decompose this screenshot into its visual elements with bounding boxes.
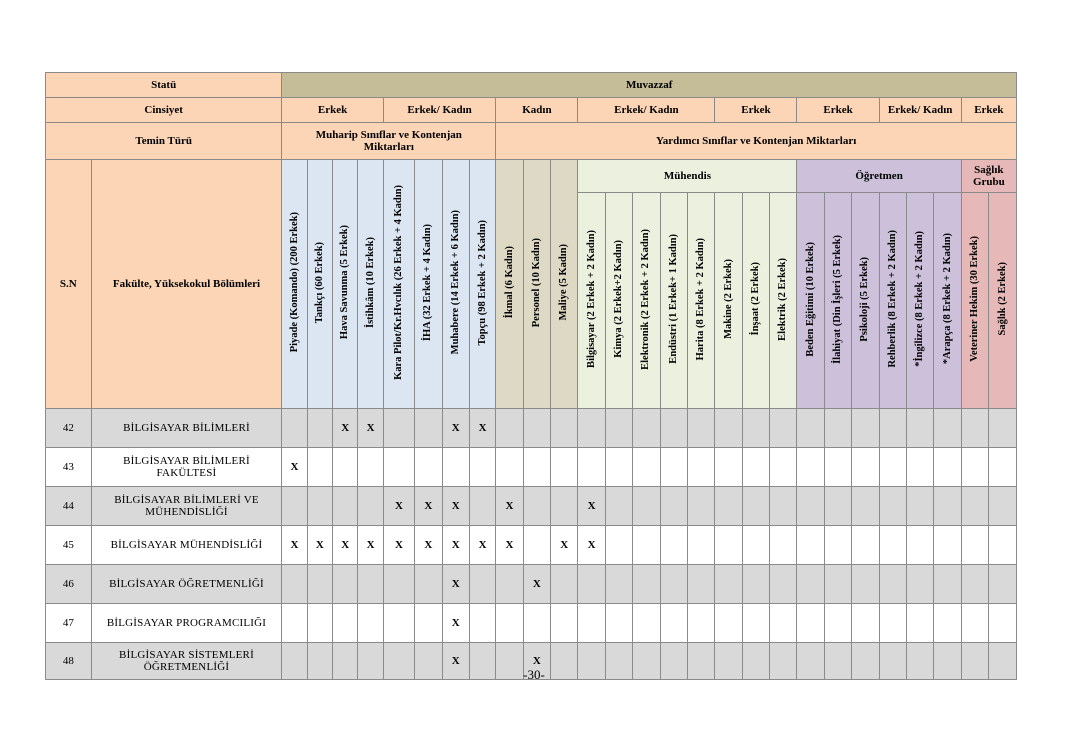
faculty-name-line: MÜHENDİSLİĞİ: [145, 506, 228, 518]
column-label: Rehberlik (8 Erkek + 2 Kadın): [886, 230, 898, 368]
eligibility-mark: X: [442, 565, 469, 604]
column-header: [523, 160, 550, 409]
column-header: [633, 193, 660, 409]
cinsiyet-group: Erkek: [961, 98, 1016, 123]
empty-cell: [496, 565, 523, 604]
empty-cell: [934, 565, 961, 604]
empty-cell: [633, 565, 660, 604]
eligibility-mark: X: [551, 526, 578, 565]
eligibility-mark: X: [578, 526, 605, 565]
page-number: -30-: [523, 667, 545, 682]
empty-cell: [469, 487, 495, 526]
empty-cell: [660, 526, 687, 565]
empty-cell: [307, 448, 332, 487]
column-header: [415, 160, 442, 409]
column-header: [333, 160, 358, 409]
column-header: [469, 160, 495, 409]
empty-cell: [989, 526, 1017, 565]
empty-cell: [496, 604, 523, 643]
empty-cell: [770, 448, 797, 487]
empty-cell: [879, 526, 906, 565]
empty-cell: [383, 565, 414, 604]
eligibility-mark: X: [442, 526, 469, 565]
empty-cell: [989, 487, 1017, 526]
cinsiyet-row: [46, 98, 1017, 123]
table-row: [46, 565, 1017, 604]
empty-cell: [307, 409, 332, 448]
eligibility-mark: X: [415, 487, 442, 526]
empty-cell: [383, 409, 414, 448]
column-header: [770, 193, 797, 409]
column-header: [961, 193, 988, 409]
column-header: [383, 160, 414, 409]
empty-cell: [824, 565, 851, 604]
cinsiyet-group: Erkek: [715, 98, 797, 123]
faculty-name: [91, 409, 282, 448]
empty-cell: [989, 448, 1017, 487]
column-label: Tankçı (60 Erkek): [313, 241, 325, 324]
empty-cell: [879, 409, 906, 448]
empty-cell: [906, 487, 933, 526]
empty-cell: [852, 487, 879, 526]
sn-header: S.N: [46, 160, 92, 409]
empty-cell: [906, 448, 933, 487]
column-label: Elektrik (2 Erkek): [777, 257, 789, 341]
faculty-name-line: BİLGİSAYAR SİSTEMLERİ: [119, 649, 254, 661]
empty-cell: [523, 604, 550, 643]
eligibility-mark: X: [282, 526, 307, 565]
column-label: İnşaat (2 Erkek): [749, 262, 761, 336]
column-label: Elektronik (2 Erkek + 2 Kadın): [640, 228, 652, 370]
empty-cell: [333, 448, 358, 487]
empty-cell: [934, 526, 961, 565]
empty-cell: [307, 604, 332, 643]
column-label: Makine (2 Erkek): [722, 259, 734, 339]
empty-cell: [633, 526, 660, 565]
empty-cell: [496, 409, 523, 448]
row-number: 46: [46, 565, 92, 604]
column-header: [307, 160, 332, 409]
eligibility-mark: X: [442, 409, 469, 448]
empty-cell: [770, 409, 797, 448]
empty-cell: [383, 604, 414, 643]
column-header: [852, 193, 879, 409]
cinsiyet-group: Erkek/ Kadın: [383, 98, 496, 123]
empty-cell: [961, 604, 988, 643]
eligibility-mark: X: [469, 526, 495, 565]
cinsiyet-group: Erkek/ Kadın: [879, 98, 961, 123]
empty-cell: [469, 565, 495, 604]
empty-cell: [797, 409, 824, 448]
empty-cell: [852, 448, 879, 487]
cinsiyet-group: Erkek: [282, 98, 383, 123]
column-label: Endüstri (1 Erkek+ 1 Kadın): [667, 234, 679, 364]
faculty-name-line: BİLGİSAYAR ÖĞRETMENLİĞİ: [109, 578, 264, 590]
eligibility-mark: X: [469, 409, 495, 448]
empty-cell: [906, 526, 933, 565]
group-saglik: Sağlık Grubu: [961, 160, 1016, 193]
empty-cell: [578, 448, 605, 487]
eligibility-mark: X: [415, 526, 442, 565]
empty-cell: [687, 604, 714, 643]
row-number: 42: [46, 409, 92, 448]
empty-cell: [660, 604, 687, 643]
column-header: [934, 193, 961, 409]
empty-cell: [523, 409, 550, 448]
empty-cell: [961, 448, 988, 487]
empty-cell: [551, 565, 578, 604]
empty-cell: [551, 604, 578, 643]
empty-cell: [605, 604, 632, 643]
column-header: [282, 160, 307, 409]
empty-cell: [633, 604, 660, 643]
empty-cell: [660, 487, 687, 526]
empty-cell: [852, 409, 879, 448]
empty-cell: [578, 604, 605, 643]
empty-cell: [578, 565, 605, 604]
eligibility-mark: X: [442, 604, 469, 643]
column-label: Veteriner Hekim (30 Erkek): [968, 236, 980, 362]
empty-cell: [879, 565, 906, 604]
empty-cell: [715, 565, 742, 604]
empty-cell: [633, 487, 660, 526]
empty-cell: [307, 487, 332, 526]
empty-cell: [797, 526, 824, 565]
temin-row: [46, 123, 1017, 160]
group-ogretmen: Öğretmen: [797, 160, 961, 193]
empty-cell: [715, 448, 742, 487]
column-header: [879, 193, 906, 409]
empty-cell: [852, 526, 879, 565]
empty-cell: [442, 448, 469, 487]
empty-cell: [961, 409, 988, 448]
table-row: [46, 604, 1017, 643]
empty-cell: [770, 565, 797, 604]
empty-cell: [358, 448, 383, 487]
empty-cell: [307, 565, 332, 604]
faculty-name: [91, 487, 282, 526]
column-header: [496, 160, 523, 409]
empty-cell: [633, 448, 660, 487]
empty-cell: [551, 448, 578, 487]
empty-cell: [605, 409, 632, 448]
empty-cell: [415, 565, 442, 604]
faculty-name-line: BİLGİSAYAR BİLİMLERİ: [123, 455, 250, 467]
column-header: [358, 160, 383, 409]
eligibility-mark: X: [523, 565, 550, 604]
subgroup-row: [46, 160, 1017, 193]
column-header: [687, 193, 714, 409]
empty-cell: [578, 409, 605, 448]
empty-cell: [605, 526, 632, 565]
empty-cell: [415, 604, 442, 643]
empty-cell: [989, 604, 1017, 643]
eligibility-mark: X: [307, 526, 332, 565]
statu-row: [46, 73, 1017, 98]
column-header: [797, 193, 824, 409]
empty-cell: [469, 604, 495, 643]
column-header: [660, 193, 687, 409]
column-label: Beden Eğitimi (10 Erkek): [804, 241, 816, 357]
column-header: [906, 193, 933, 409]
empty-cell: [383, 448, 414, 487]
statu-value: Muvazzaf: [282, 73, 1017, 98]
column-header: [715, 193, 742, 409]
empty-cell: [358, 565, 383, 604]
temin-muharip: Muharip Sınıflar ve Kontenjan Miktarları: [282, 123, 496, 160]
empty-cell: [852, 565, 879, 604]
empty-cell: [715, 526, 742, 565]
column-header: [989, 193, 1017, 409]
group-muhendis: Mühendis: [578, 160, 797, 193]
empty-cell: [282, 604, 307, 643]
column-label: İlahiyat (Din İşleri (5 Erkek): [832, 234, 844, 364]
empty-cell: [660, 409, 687, 448]
empty-cell: [961, 487, 988, 526]
empty-cell: [551, 409, 578, 448]
empty-cell: [934, 409, 961, 448]
empty-cell: [934, 448, 961, 487]
empty-cell: [824, 487, 851, 526]
column-label: Harita (8 Erkek + 2 Kadın): [695, 237, 707, 361]
empty-cell: [906, 604, 933, 643]
eligibility-mark: X: [358, 526, 383, 565]
temin-yardimci: Yardımcı Sınıflar ve Kontenjan Miktarları: [496, 123, 1017, 160]
empty-cell: [633, 409, 660, 448]
column-label: Topçu (98 Erkek + 2 Kadın): [476, 219, 488, 346]
empty-cell: [770, 487, 797, 526]
empty-cell: [742, 487, 769, 526]
row-number: 43: [46, 448, 92, 487]
faculty-name-line: BİLGİSAYAR MÜHENDİSLİĞİ: [110, 539, 263, 551]
empty-cell: [469, 448, 495, 487]
faculty-name-line: FAKÜLTESİ: [156, 467, 217, 479]
eligibility-mark: X: [496, 526, 523, 565]
column-label: *Arapça (8 Erkek + 2 Kadın): [941, 233, 953, 365]
row-number: 47: [46, 604, 92, 643]
faculty-name: [91, 448, 282, 487]
column-header: [605, 193, 632, 409]
table-row: [46, 487, 1017, 526]
eligibility-mark: X: [578, 487, 605, 526]
empty-cell: [961, 565, 988, 604]
column-label: Hava Savunma (5 Erkek): [339, 225, 351, 340]
empty-cell: [742, 565, 769, 604]
table-row: [46, 448, 1017, 487]
empty-cell: [989, 565, 1017, 604]
eligibility-mark: X: [333, 526, 358, 565]
empty-cell: [687, 409, 714, 448]
empty-cell: [660, 565, 687, 604]
column-header: [442, 160, 469, 409]
eligibility-mark: X: [496, 487, 523, 526]
cinsiyet-group: Erkek/ Kadın: [578, 98, 715, 123]
column-label: Muhabere (14 Erkek + 6 Kadın): [449, 210, 461, 355]
empty-cell: [879, 487, 906, 526]
empty-cell: [961, 526, 988, 565]
temin-label: Temin Türü: [46, 123, 282, 160]
empty-cell: [906, 409, 933, 448]
empty-cell: [687, 526, 714, 565]
column-label: Psikoloji (5 Erkek): [859, 256, 871, 342]
cinsiyet-label: Cinsiyet: [46, 98, 282, 123]
table-row: [46, 409, 1017, 448]
faculty-name-line: BİLGİSAYAR PROGRAMCILIĞI: [106, 617, 267, 629]
empty-cell: [770, 604, 797, 643]
empty-cell: [605, 487, 632, 526]
eligibility-mark: X: [383, 487, 414, 526]
empty-cell: [282, 487, 307, 526]
faculty-name-line: ÖĞRETMENLİĞİ: [143, 661, 230, 673]
column-label: İkmal (6 Kadın): [503, 246, 515, 319]
empty-cell: [824, 526, 851, 565]
column-label: Bilgisayar (2 Erkek + 2 Kadın): [585, 230, 597, 368]
empty-cell: [824, 448, 851, 487]
column-header: [551, 160, 578, 409]
empty-cell: [523, 487, 550, 526]
empty-cell: [687, 487, 714, 526]
eligibility-mark: X: [442, 487, 469, 526]
empty-cell: [797, 448, 824, 487]
statu-label: Statü: [46, 73, 282, 98]
cinsiyet-group: Erkek: [797, 98, 879, 123]
column-label: Piyade (Komando) (200 Erkek): [288, 212, 300, 353]
column-label: Maliye (5 Kadın): [558, 244, 570, 321]
empty-cell: [742, 604, 769, 643]
faculty-name-line: BİLGİSAYAR BİLİMLERİ VE: [114, 494, 259, 506]
empty-cell: [934, 487, 961, 526]
empty-cell: [687, 448, 714, 487]
column-header: [824, 193, 851, 409]
empty-cell: [797, 487, 824, 526]
empty-cell: [879, 448, 906, 487]
empty-cell: [551, 487, 578, 526]
empty-cell: [797, 565, 824, 604]
empty-cell: [358, 487, 383, 526]
empty-cell: [989, 409, 1017, 448]
faculty-header: Fakülte, Yüksekokul Bölümleri: [91, 160, 282, 409]
empty-cell: [715, 487, 742, 526]
empty-cell: [824, 604, 851, 643]
eligibility-mark: X: [358, 409, 383, 448]
empty-cell: [879, 604, 906, 643]
empty-cell: [605, 565, 632, 604]
column-label: Kimya (2 Erkek+2 Kadın): [613, 240, 625, 358]
row-number: 44: [46, 487, 92, 526]
column-label: İHA (32 Erkek + 4 Kadın): [422, 223, 434, 342]
faculty-name-line: BİLGİSAYAR BİLİMLERİ: [123, 422, 250, 434]
empty-cell: [906, 565, 933, 604]
empty-cell: [742, 409, 769, 448]
column-label: *İngilizce (8 Erkek + 2 Kadın): [914, 231, 926, 367]
empty-cell: [797, 604, 824, 643]
eligibility-mark: X: [523, 643, 550, 680]
eligibility-mark: X: [442, 643, 469, 680]
table-row: [46, 526, 1017, 565]
empty-cell: [523, 448, 550, 487]
empty-cell: [282, 409, 307, 448]
faculty-name: [91, 604, 282, 643]
column-label: Personel (10 Kadın): [530, 237, 542, 328]
empty-cell: [282, 565, 307, 604]
cinsiyet-group: Kadın: [496, 98, 578, 123]
eligibility-mark: X: [383, 526, 414, 565]
column-label: Kara Pilot/Kr.Hvcılık (26 Erkek + 4 Kadın): [393, 185, 404, 380]
empty-cell: [742, 526, 769, 565]
empty-cell: [523, 526, 550, 565]
column-header: [742, 193, 769, 409]
eligibility-mark: X: [333, 409, 358, 448]
empty-cell: [852, 604, 879, 643]
empty-cell: [715, 604, 742, 643]
empty-cell: [934, 604, 961, 643]
empty-cell: [415, 448, 442, 487]
empty-cell: [333, 487, 358, 526]
eligibility-table: [45, 72, 1017, 680]
empty-cell: [496, 448, 523, 487]
empty-cell: [770, 526, 797, 565]
empty-cell: [660, 448, 687, 487]
empty-cell: [742, 448, 769, 487]
empty-cell: [333, 604, 358, 643]
empty-cell: [824, 409, 851, 448]
column-label: Sağlık (2 Erkek): [996, 262, 1008, 336]
column-label: İstihkâm (10 Erkek): [364, 236, 376, 328]
empty-cell: [687, 565, 714, 604]
faculty-name: [91, 526, 282, 565]
column-header: [578, 193, 605, 409]
row-number: 45: [46, 526, 92, 565]
empty-cell: [715, 409, 742, 448]
eligibility-mark: X: [282, 448, 307, 487]
row-number: 48: [46, 643, 92, 680]
empty-cell: [605, 448, 632, 487]
empty-cell: [358, 604, 383, 643]
empty-cell: [415, 409, 442, 448]
faculty-name: [91, 565, 282, 604]
empty-cell: [333, 565, 358, 604]
